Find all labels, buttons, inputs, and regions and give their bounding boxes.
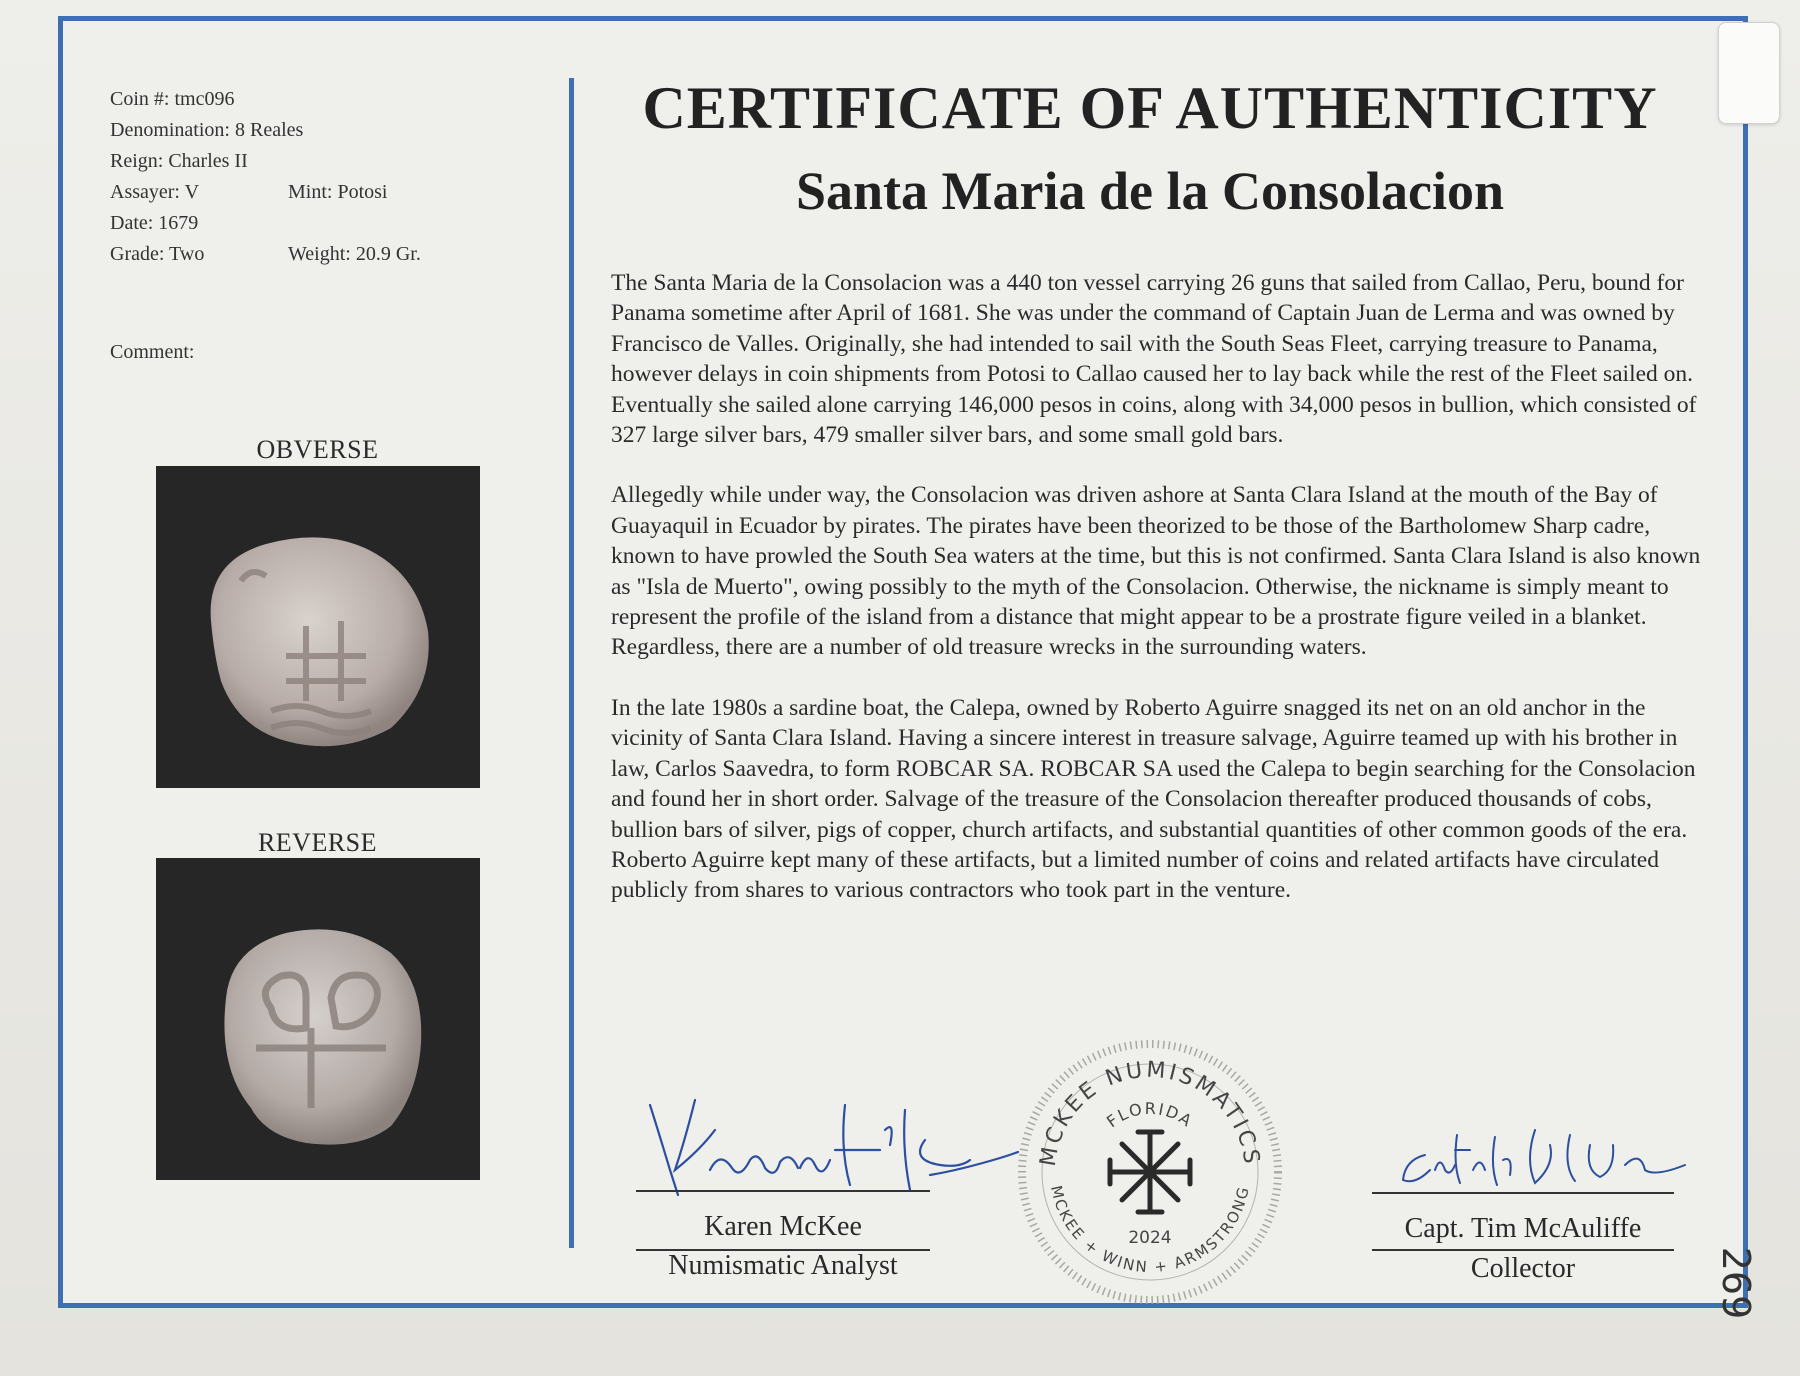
coin-details	[110, 84, 530, 270]
left-signer-role	[636, 1250, 930, 1282]
paragraph-3: In the late 1980s a sardine boat, the Calepa, owned by Roberto Aguirre snagged its net on an old anchor in the vicinity of Santa Clara Island. Having a sincere interest in treasure salvage, Aguirre teamed up with his brother in law, Carlos Saavedra, to form ROBCAR SA. ROBCAR SA used the Calepa to begin searching for the Consolacion and found her in short order. Salvage of the treasure of the Consolacion thereafter produced thousands of cobs, bullion bars of silver, pigs of copper, church artifacts, and substantial quantities of other common goods of the era. Roberto Aguirre kept many of these artifacts, but a limited number of coins and related artifacts have circulated publicly from shares to various contractors who took part in the venture.	[611, 694, 1696, 904]
right-signer	[1372, 1213, 1674, 1245]
sticky-tab	[1718, 22, 1780, 124]
coin-reign: Reign: Charles II	[110, 150, 248, 172]
signature-line-left	[636, 1190, 930, 1192]
coin-mint: Mint: Potosi	[288, 181, 388, 203]
coin-date: Date: 1679	[110, 212, 199, 234]
vertical-divider	[569, 78, 574, 1248]
signature-right-icon	[1385, 1115, 1695, 1195]
coin-number: Coin #: tmc096	[110, 88, 235, 110]
coin-assayer: Assayer: V	[110, 181, 200, 203]
compass-seal-icon	[1010, 1032, 1290, 1312]
seal-year: 2024	[1128, 1228, 1172, 1248]
svg-text:FLORIDA	[1103, 1099, 1197, 1131]
seal-bottom-text: MCKEE + WINN + ARMSTRONG	[1046, 1183, 1254, 1277]
certificate-subtitle: Santa Maria de la Consolacion	[795, 161, 1505, 221]
reverse-coin-icon	[156, 858, 480, 1180]
certificate-title: CERTIFICATE OF AUTHENTICITY	[642, 75, 1658, 141]
compass-icon	[1110, 1132, 1190, 1212]
seal-top-text: MCKEE NUMISMATICS	[1035, 1057, 1265, 1169]
obverse-label: OBVERSE	[256, 435, 379, 464]
coin-denomination: Denomination: 8 Reales	[110, 119, 304, 141]
left-signer-name: Karen McKee	[704, 1211, 862, 1242]
paragraph-1: The Santa Maria de la Consolacion was a 440 ton vessel carrying 26 guns that sailed from Callao, Peru, bound for Panama sometime after April of 1681. She was under the command of Captain Juan de Lerma and was owned by Francisco de Valles. Originally, she had intended to sail with the South Seas Fleet, carrying treasure to Panama, however delays in coin shipments from Potosi to Callao caused her to lay back while the rest of the Fleet sailed on. Eventually she sailed alone carrying 146,000 pesos in coins, along with 34,000 pesos in bullion, which consisted of 327 large silver bars, 479 smaller silver bars, and some small gold bars.	[611, 270, 1697, 449]
right-signer-role	[1372, 1253, 1674, 1285]
embossed-seal	[1010, 1032, 1290, 1312]
signature-tim-mcauliffe	[1385, 1115, 1695, 1195]
right-signer-title: Collector	[1470, 1253, 1576, 1284]
left-signer-title: Numismatic Analyst	[668, 1250, 898, 1281]
inventory-number: 269	[1714, 1246, 1758, 1320]
signature-left-icon	[640, 1090, 1020, 1210]
coin-grade: Grade: Two	[110, 243, 205, 265]
obverse-image	[156, 466, 480, 788]
obverse-coin-icon	[156, 466, 480, 788]
reverse-label: REVERSE	[257, 828, 378, 857]
paragraph-2: Allegedly while under way, the Consolacion was driven ashore at Santa Clara Island at the mouth of the Bay of Guayaquil in Ecuador by pirates. The pirates have been theorized to be those of the Bartholomew Sharp cadre, known to have prowled the South Sea waters at the time, but this is not confirmed. Santa Clara Island is also known as "Isla de Muerto", owing possibly to the myth of the Consolacion. Otherwise, the nickname is simply meant to represent the profile of the island from a distance that might appear to be a prostrate figure veiled in a blanket. Regardless, there are a number of old treasure wrecks in the surrounding waters.	[611, 482, 1701, 661]
coin-weight: Weight: 20.9 Gr.	[288, 243, 421, 265]
comment-label: Comment:	[110, 341, 195, 363]
body-text	[611, 268, 1709, 936]
left-signer	[636, 1211, 930, 1243]
signature-karen-mckee	[640, 1090, 1020, 1210]
title-line-right	[1372, 1249, 1674, 1251]
reverse-image	[156, 858, 480, 1180]
signature-line-right	[1372, 1192, 1674, 1194]
right-signer-name: Capt. Tim McAuliffe	[1404, 1213, 1642, 1244]
seal-middle-text: FLORIDA	[1103, 1098, 1197, 1132]
